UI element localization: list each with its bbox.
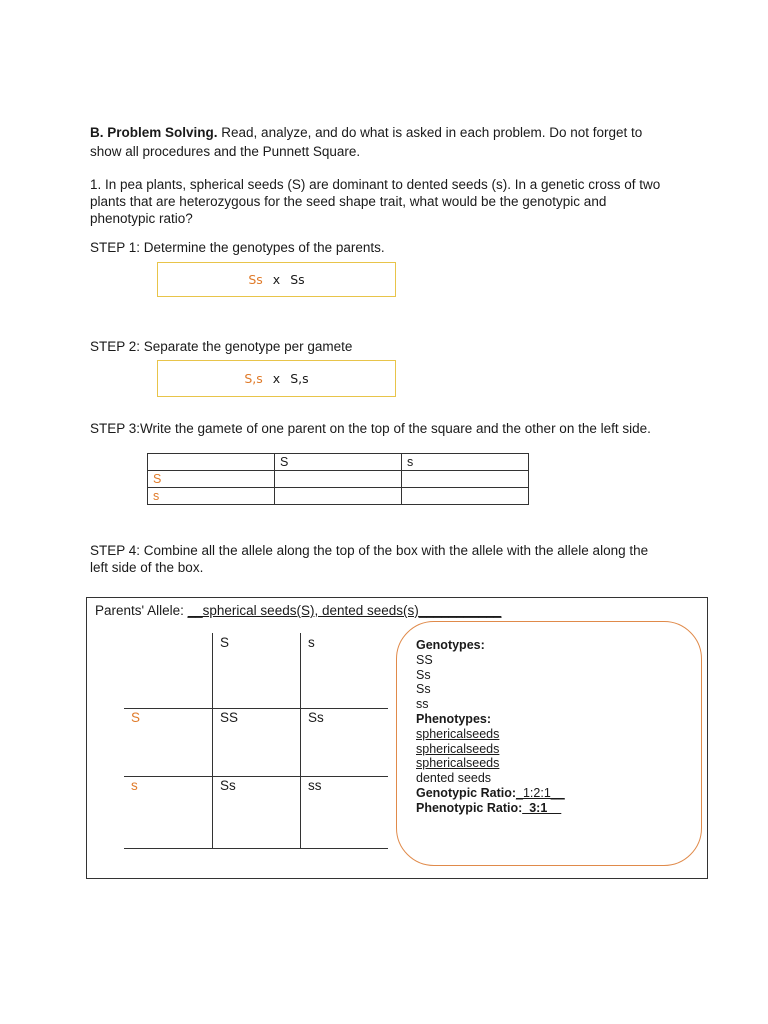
- step3-gamete-table: [147, 453, 529, 505]
- problem-statement: [90, 176, 740, 227]
- table-cell-empty: [275, 488, 402, 505]
- punnett-vertical-line-1: [212, 633, 213, 849]
- step2-gamete-box: [157, 360, 396, 397]
- table-cell-top-allele: s: [402, 454, 529, 471]
- step4-line-2: left side of the box.: [90, 560, 204, 575]
- problem-line-3: phenotypic ratio?: [90, 211, 193, 226]
- table-cell-empty: [402, 471, 529, 488]
- results-list: [416, 638, 565, 816]
- genotype-item: Ss: [416, 682, 431, 697]
- punnett-cell: Ss: [220, 778, 236, 793]
- step1-parent1-genotype: Ss: [248, 272, 263, 287]
- genotypic-ratio-line: [416, 786, 565, 801]
- phenotypic-ratio-label: Phenotypic Ratio:: [416, 800, 523, 815]
- step2-parent1-gametes: S,s: [244, 371, 263, 386]
- step4-line-1: STEP 4: Combine all the allele along the top of the box with the allele with the allele along the: [90, 543, 649, 558]
- genotypes-heading: Genotypes:: [416, 638, 485, 652]
- instructions-line-1: [90, 124, 730, 141]
- genotype-item: SS: [416, 652, 433, 667]
- phenotypic-ratio-line: [416, 801, 565, 816]
- step2-parent2-gametes: S,s: [290, 371, 309, 386]
- phenotype-item: dented seeds: [416, 771, 492, 786]
- instructions-text: Read, analyze, and do what is asked in each problem. Do not forget to: [217, 125, 643, 140]
- problem-line-1: 1. In pea plants, spherical seeds (S) are dominant to dented seeds (s). In a genetic cross of two: [90, 177, 661, 192]
- table-row: [148, 471, 529, 488]
- problem-line-2: plants that are heterozygous for the seed shape trait, what would be the genotypic and: [90, 194, 607, 209]
- parents-allele-value: __spherical seeds(S), dented seeds(s)___________: [187, 603, 502, 618]
- instructions-paragraph: [90, 124, 730, 160]
- step4-label: [90, 542, 740, 576]
- phenotype-item: sphericalseeds: [416, 756, 500, 771]
- step3-label: STEP 3:Write the gamete of one parent on the top of the square and the other on the left side.: [90, 421, 651, 436]
- table-cell-empty: [402, 488, 529, 505]
- punnett-cell: Ss: [308, 710, 324, 725]
- step1-cross-symbol: x: [272, 272, 281, 287]
- table-row: [148, 454, 529, 471]
- punnett-left-allele: S: [131, 710, 141, 725]
- step1-parent2-genotype: Ss: [290, 272, 305, 287]
- phenotype-item: sphericalseeds: [416, 741, 500, 756]
- table-cell-empty: [148, 454, 275, 471]
- punnett-horizontal-line-3: [124, 848, 388, 849]
- section-heading: B. Problem Solving.: [90, 125, 218, 140]
- step1-genotype-box: [157, 262, 396, 297]
- genotypic-ratio-label: Genotypic Ratio:: [416, 785, 517, 800]
- punnett-top-allele: s: [308, 635, 315, 650]
- table-cell-empty: [275, 471, 402, 488]
- punnett-left-allele: s: [131, 778, 138, 793]
- instructions-line-2: show all procedures and the Punnett Square.: [90, 144, 361, 159]
- phenotypic-ratio-value: _3:1__: [522, 800, 562, 815]
- step2-label: STEP 2: Separate the genotype per gamete: [90, 339, 353, 354]
- punnett-horizontal-line-2: [124, 776, 388, 777]
- step1-label: STEP 1: Determine the genotypes of the parents.: [90, 240, 385, 255]
- table-row: [148, 488, 529, 505]
- punnett-vertical-line-2: [300, 633, 301, 849]
- table-cell-top-allele: S: [275, 454, 402, 471]
- punnett-horizontal-line-1: [124, 708, 388, 709]
- phenotypes-heading: Phenotypes:: [416, 711, 492, 726]
- genotype-item: ss: [416, 697, 429, 712]
- table-cell-left-allele: S: [148, 471, 275, 488]
- punnett-top-allele: S: [220, 635, 230, 650]
- table-cell-left-allele: s: [148, 488, 275, 505]
- punnett-cell: SS: [220, 710, 239, 725]
- genotype-item: Ss: [416, 667, 431, 682]
- step2-cross-symbol: x: [272, 371, 281, 386]
- punnett-cell: ss: [308, 778, 322, 793]
- parents-allele-line: [95, 603, 501, 618]
- phenotype-item: sphericalseeds: [416, 726, 500, 741]
- parents-allele-label: Parents' Allele:: [95, 603, 188, 618]
- genotypic-ratio-value: _1:2:1__: [516, 785, 565, 800]
